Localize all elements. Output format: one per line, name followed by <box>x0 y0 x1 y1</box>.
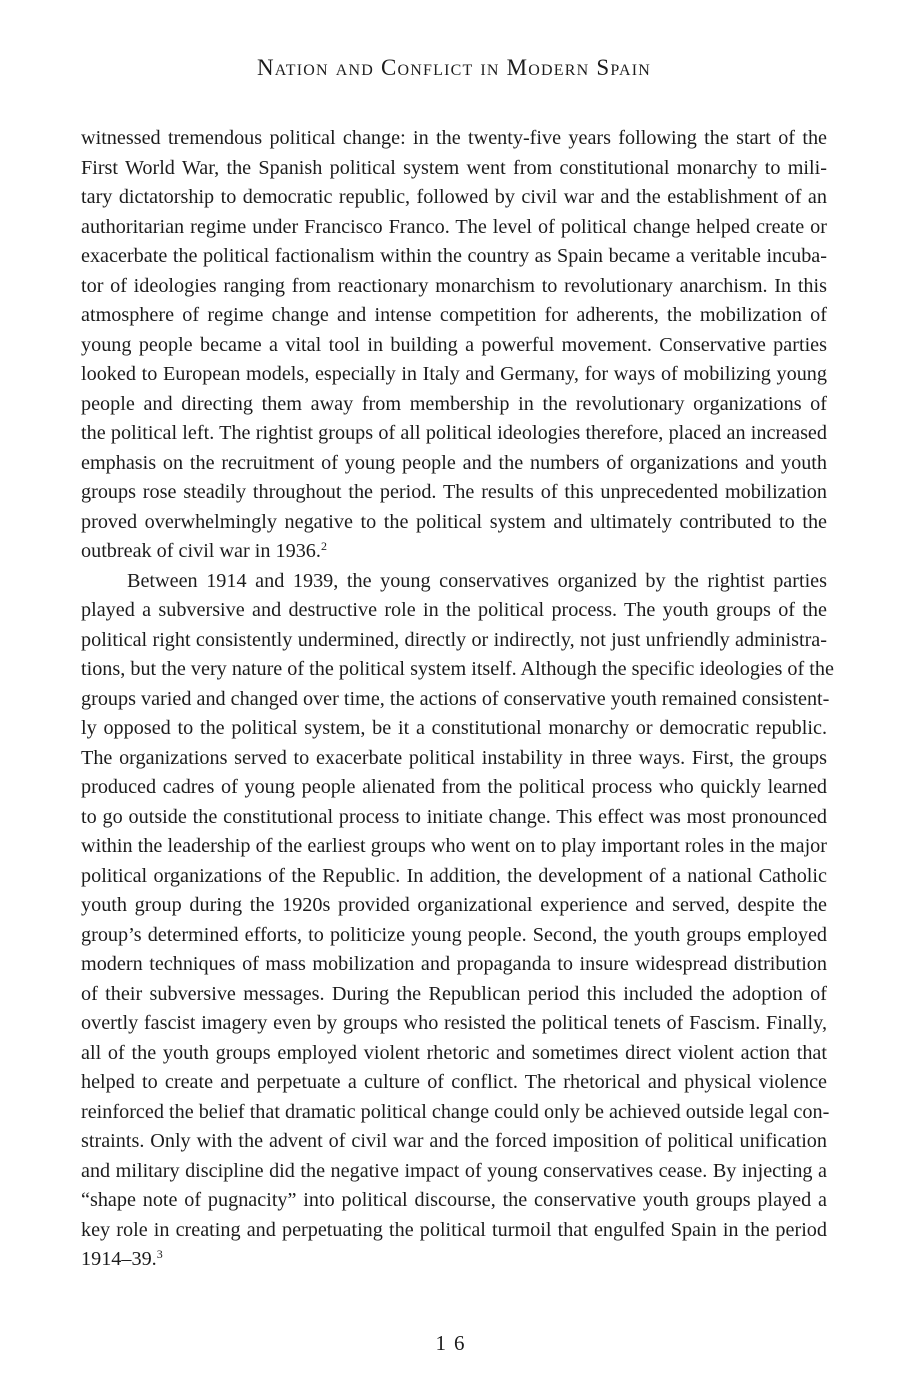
text-line <box>81 183 827 213</box>
line-text: atmosphere of regime change and intense competition for adherents, the mobilization of <box>81 304 827 326</box>
line-text: all of the youth groups employed violent rhetoric and sometimes direct violent action that <box>81 1041 827 1064</box>
line-text: key role in creating and perpetuating the political turmoil that engulfed Spain in the period <box>81 1218 827 1241</box>
text-line <box>81 124 827 154</box>
text-line <box>81 803 827 833</box>
text-line <box>81 862 827 892</box>
text-line <box>81 1186 827 1216</box>
running-head: Nation and Conflict in Modern Spain <box>256 55 651 80</box>
line-text: outbreak of civil war in 1936. <box>81 540 321 562</box>
text-line <box>81 213 827 243</box>
line-text: 1914–39. <box>81 1248 157 1270</box>
line-text: and military discipline did the negative impact of young conservatives cease. By injecting a <box>81 1159 827 1182</box>
line-text: looked to European models, especially in Italy and Germany, for ways of mobilizing young <box>81 363 827 385</box>
text-line <box>81 390 827 420</box>
text-line <box>81 980 827 1010</box>
text-line <box>81 685 830 715</box>
line-text: overtly fascist imagery even by groups who resisted the political tenets of Fascism. Finally, <box>81 1012 827 1034</box>
line-text: straints. Only with the advent of civil war and the forced imposition of political unification <box>81 1130 827 1152</box>
line-text: within the leadership of the earliest groups who went on to play important roles in the major <box>81 835 827 857</box>
text-line <box>81 449 827 479</box>
text-line <box>81 1157 827 1187</box>
line-text: group’s determined efforts, to politicize young people. Second, the youth groups employed <box>81 923 827 946</box>
footnote-marker[interactable]: 2 <box>320 539 327 553</box>
text-line <box>81 1245 827 1275</box>
text-line <box>81 1009 827 1039</box>
paragraph-2 <box>81 567 834 1275</box>
line-text: authoritarian regime under Francisco Franco. The level of political change helped create or <box>81 215 827 238</box>
line-text: tions, but the very nature of the political system itself. Although the specific ideologies of the <box>81 658 834 680</box>
line-text: modern techniques of mass mobilization and propaganda to insure widespread distribution <box>81 953 827 975</box>
text-line <box>81 508 827 538</box>
text-line <box>81 272 827 302</box>
line-text: tor of ideologies ranging from reactionary monarchism to revolutionary anarchism. In this <box>81 274 827 297</box>
text-line <box>81 478 827 508</box>
line-text: of their subversive messages. During the Republican period this included the adoption of <box>81 982 827 1005</box>
body-text <box>81 124 834 1275</box>
text-line <box>81 626 827 656</box>
line-text: proved overwhelmingly negative to the political system and ultimately contributed to the <box>81 510 827 533</box>
text-line <box>81 1039 827 1069</box>
text-line <box>81 1127 827 1157</box>
line-text: played a subversive and destructive role in the political process. The youth groups of the <box>81 599 827 621</box>
line-text: tary dictatorship to democratic republic, followed by civil war and the establishment of an <box>81 186 827 208</box>
line-text: reinforced the belief that dramatic political change could only be achieved outside legal con- <box>81 1100 830 1123</box>
text-line <box>81 419 827 449</box>
text-line <box>81 1098 830 1128</box>
text-line <box>81 537 827 567</box>
line-text: groups rose steadily throughout the period. The results of this unprecedented mobilization <box>81 481 827 503</box>
text-line <box>81 832 827 862</box>
text-line <box>81 655 834 685</box>
text-line <box>81 242 827 272</box>
text-line <box>81 891 827 921</box>
line-text: the political left. The rightist groups of all political ideologies therefore, placed an increased <box>81 422 827 444</box>
text-line <box>81 921 827 951</box>
text-line <box>81 1216 827 1246</box>
line-text: people and directing them away from membership in the revolutionary organizations of <box>81 392 827 415</box>
text-line <box>81 1068 827 1098</box>
line-text: to go outside the constitutional process to initiate change. This effect was most pronounced <box>81 805 827 828</box>
text-line <box>81 596 827 626</box>
text-line <box>81 360 827 390</box>
line-text: exacerbate the political factionalism within the country as Spain became a veritable incuba- <box>81 245 827 267</box>
line-text: youth group during the 1920s provided organizational experience and served, despite the <box>81 894 827 916</box>
line-text: produced cadres of young people alienated from the political process who quickly learned <box>81 776 827 798</box>
line-text: Between 1914 and 1939, the young conservatives organized by the rightist parties <box>127 569 827 592</box>
line-text: groups varied and changed over time, the actions of conservative youth remained consistent- <box>81 687 830 710</box>
line-text: “shape note of pugnacity” into political discourse, the conservative youth groups played a <box>81 1189 827 1211</box>
text-line <box>81 950 827 980</box>
footnote-marker[interactable]: 3 <box>156 1247 163 1261</box>
line-text: witnessed tremendous political change: in the twenty-five years following the start of the <box>81 127 827 149</box>
page-number: 16 <box>435 1331 473 1355</box>
line-text: The organizations served to exacerbate political instability in three ways. First, the groups <box>81 746 827 769</box>
line-text: First World War, the Spanish political system went from constitutional monarchy to mili- <box>81 156 827 179</box>
text-line <box>81 154 827 184</box>
text-line <box>81 301 827 331</box>
text-line <box>81 567 827 597</box>
text-line <box>81 773 827 803</box>
line-text: emphasis on the recruitment of young people and the numbers of organizations and youth <box>81 451 827 474</box>
line-text: political right consistently undermined, directly or indirectly, not just unfriendly administra- <box>81 628 827 651</box>
text-line <box>81 331 827 361</box>
text-line <box>81 714 827 744</box>
text-line <box>81 744 827 774</box>
line-text: political organizations of the Republic. In addition, the development of a national Catholic <box>81 864 827 887</box>
paragraph-1 <box>81 124 827 567</box>
line-text: ly opposed to the political system, be it a constitutional monarchy or democratic republic. <box>81 717 827 739</box>
line-text: helped to create and perpetuate a culture of conflict. The rhetorical and physical violence <box>81 1071 827 1093</box>
line-text: young people became a vital tool in building a powerful movement. Conservative parties <box>81 333 827 356</box>
